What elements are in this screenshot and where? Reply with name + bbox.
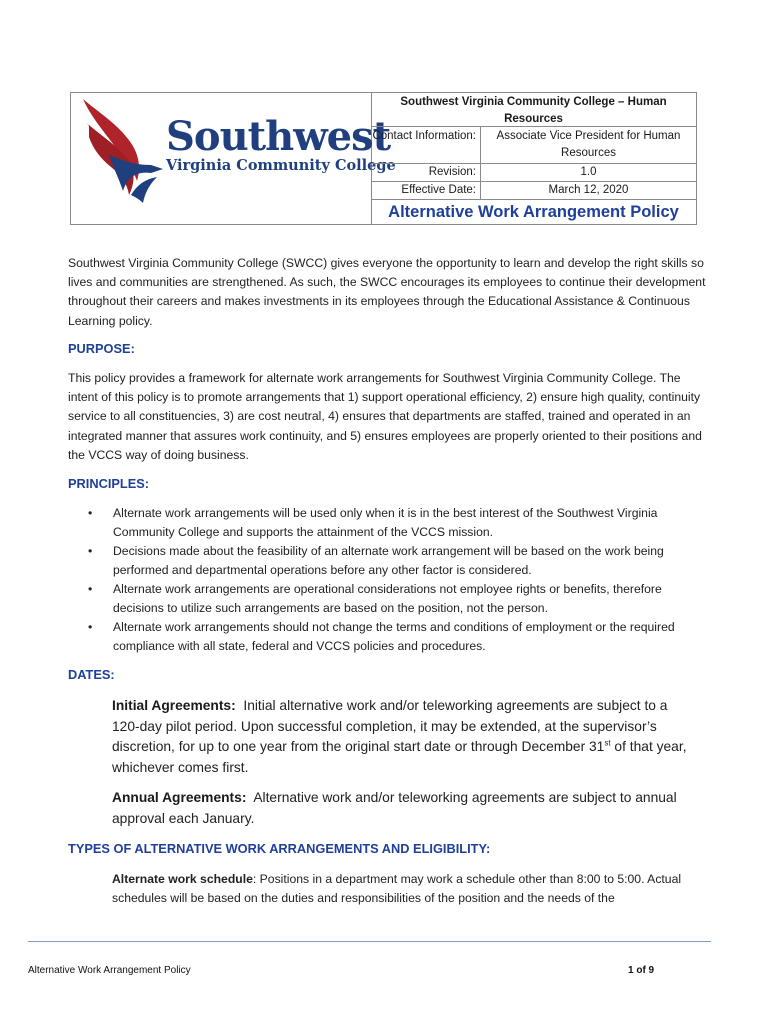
effective-date-row	[371, 182, 696, 200]
revision-row	[371, 164, 696, 182]
alternate-schedule-label: Alternate work schedule	[112, 872, 253, 886]
bullet-icon: •	[88, 620, 93, 634]
initial-agreements-paragraph: Initial Agreements: Initial alternative work and/or teleworking agreements are subject to a 120-day pilot period. Upon successful completion, it may be extended, at the supervisor’s discretion, for up to one year from the original start date or through December 31st of that year, whichever comes first.	[112, 698, 687, 775]
policy-header-table	[70, 92, 697, 225]
swoosh-logo-icon	[79, 95, 167, 205]
dates-heading: DATES:	[68, 667, 115, 682]
list-item: • Alternate work arrangements will be used only when it is in the best interest of the Southwest Virginia Community College and supports the attainment of the VCCS mission.	[88, 506, 658, 539]
bullet-icon: •	[88, 582, 93, 596]
policy-info-cell	[371, 93, 696, 200]
footer-page-number: 1 of 9	[628, 965, 655, 976]
revision-label: Revision:	[371, 164, 481, 181]
list-item: • Alternate work arrangements should not change the terms and conditions of employment or the required compliance with all state, federal and VCCS policies and procedures.	[88, 620, 675, 653]
purpose-heading: PURPOSE:	[68, 341, 135, 356]
annual-agreements-paragraph: Annual Agreements: Alternative work and/or teleworking agreements are subject to annual approval each January.	[112, 790, 677, 826]
purpose-paragraph: This policy provides a framework for alternate work arrangements for Southwest Virginia Community College. The intent of this policy is to promote arrangements that 1) support operational efficiency, 2) ensure high quality, continuity service to all constituencies, 3) are cost neutral, 4) ensures that departments are staffed, trained and operated in an integrated manner that assures work continuity, and 5) ensures employees are properly oriented to their positions and the VCCS way of doing business.	[68, 371, 702, 462]
footer-divider	[28, 941, 711, 942]
list-item: • Decisions made about the feasibility of an alternate work arrangement will be based on the work being performed and departmental operations before any other factor is considered.	[88, 544, 664, 577]
effective-date-value: March 12, 2020	[548, 184, 629, 196]
contact-row	[371, 127, 696, 164]
footer-document-title: Alternative Work Arrangement Policy	[28, 965, 191, 976]
policy-title: Alternative Work Arrangement Policy	[388, 203, 679, 221]
alternate-schedule-paragraph: Alternate work schedule: Positions in a department may work a schedule other than 8:00 to 5:00. Actual schedules will be based on the duties and responsibilities of the position and the needs of the	[112, 872, 682, 906]
principles-list	[68, 504, 708, 656]
principles-heading: PRINCIPLES:	[68, 476, 150, 491]
contact-label: Contact Information:	[371, 127, 481, 163]
intro-paragraph: Southwest Virginia Community College (SWCC) gives everyone the opportunity to learn and develop the right skills so lives and communities are strengthened. As such, the SWCC encourages its employees to continue their development throughout their careers and makes investments in its employees through the Educational Assistance & Continuous Learning policy.	[68, 256, 706, 328]
logo-sub-name: Virginia Community College	[166, 157, 396, 174]
org-title: Southwest Virginia Community College – Human Resources	[371, 93, 696, 127]
effective-date-label: Effective Date:	[371, 182, 481, 199]
contact-value: Associate Vice President for Human Resources	[496, 130, 681, 159]
list-item: • Alternate work arrangements are operational considerations not employee rights or benefits, therefore decisions to utilize such arrangements are based on the position, not the person.	[88, 582, 662, 615]
annual-agreements-label: Annual Agreements:	[112, 790, 247, 805]
college-logo	[71, 93, 396, 224]
bullet-icon: •	[88, 544, 93, 558]
logo-brand-name: Southwest	[166, 113, 391, 160]
revision-value: 1.0	[580, 166, 597, 178]
initial-agreements-label: Initial Agreements:	[112, 698, 236, 713]
bullet-icon: •	[88, 506, 93, 520]
types-heading: TYPES OF ALTERNATIVE WORK ARRANGEMENTS AND ELIGIBILITY:	[68, 841, 491, 856]
